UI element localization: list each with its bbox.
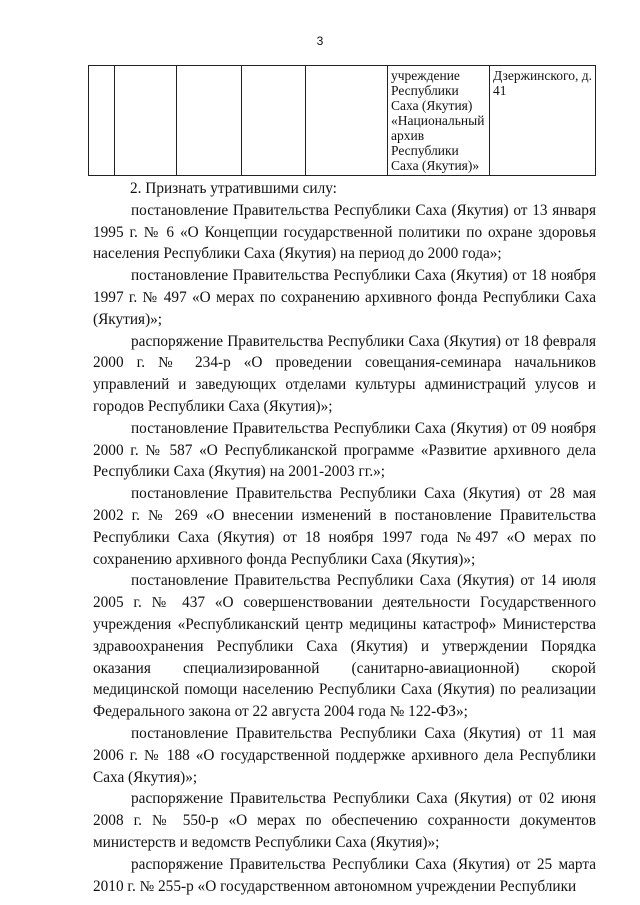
table-cell-empty (242, 66, 306, 176)
list-item: постановление Правительства Республики Саха (Якутия) от 13 января 1995 г. № 6 «О Концепции государственной политики по охране здоровья населения Республики Саха (Якутия) на период до 2000 года»; (93, 201, 596, 263)
table-cell-empty (177, 66, 242, 176)
page-number: 3 (316, 34, 324, 48)
document-body (93, 178, 596, 897)
list-item: постановление Правительства Республики Саха (Якутия) от 11 мая 2006 г. № 188 «О государственной поддержке архивного дела Республики Саха (Якутия)»; (93, 724, 596, 786)
list-item: постановление Правительства Республики Саха (Якутия) от 09 ноября 2000 г. № 587 «О Республиканской программе «Развитие архивного дела Республики Саха (Якутия) на 2001-2003 гг.»; (93, 419, 596, 481)
list-item: постановление Правительства Республики Саха (Якутия) от 14 июля 2005 г. № 437 «О совершенствовании деятельности Государственного учреждения «Республиканский центр медицины катастроф» Министерства здравоохранения Республики Саха (Якутия) и утверждении Порядка оказания специализированной (санитарно-авиационной) скорой медицинской помощи населению Республики Саха (Якутия) по реализации Федерального закона от 22 августа 2004 года № 122-ФЗ»; (93, 572, 596, 721)
list-item: постановление Правительства Республики Саха (Якутия) от 28 мая 2002 г. № 269 «О внесении изменений в постановление Правительства Республики Саха (Якутия) от 18 ноября 1997 года №497 «О мерах по сохранению архивного фонда Республики Саха (Якутия)»; (93, 485, 596, 568)
table-cell-address: Дзержинского, д. 41 (490, 66, 596, 176)
list-item: распоряжение Правительства Республики Саха (Якутия) от 18 февраля 2000 г. № 234-р «О проведении совещания-семинара начальников управлений и заведующих отделами культуры администраций улусов и городов Республики Саха (Якутия)»; (93, 332, 596, 415)
institutions-table (88, 65, 596, 176)
table-cell-institution: учреждение Республики Саха (Якутия) «Национальный архив Республики Саха (Якутия)» (388, 66, 490, 176)
table-cell-empty (115, 66, 177, 176)
table-row (89, 66, 596, 176)
list-item: распоряжение Правительства Республики Саха (Якутия) от 02 июня 2008 г. № 550-р «О мерах по обеспечению сохранности документов министерств и ведомств Республики Саха (Якутия)»; (93, 790, 596, 851)
intro-paragraph: 2. Признать утратившими силу: (130, 180, 337, 197)
list-item: распоряжение Правительства Республики Саха (Якутия) от 25 марта 2010 г. № 255-р «О государственном автономном учреждении Республики (93, 855, 596, 895)
list-item: постановление Правительства Республики Саха (Якутия) от 18 ноября 1997 г. № 497 «О мерах по сохранению архивного фонда Республики Саха (Якутия)»; (93, 267, 596, 328)
table-cell-empty (89, 66, 115, 176)
table-cell-empty (306, 66, 388, 176)
